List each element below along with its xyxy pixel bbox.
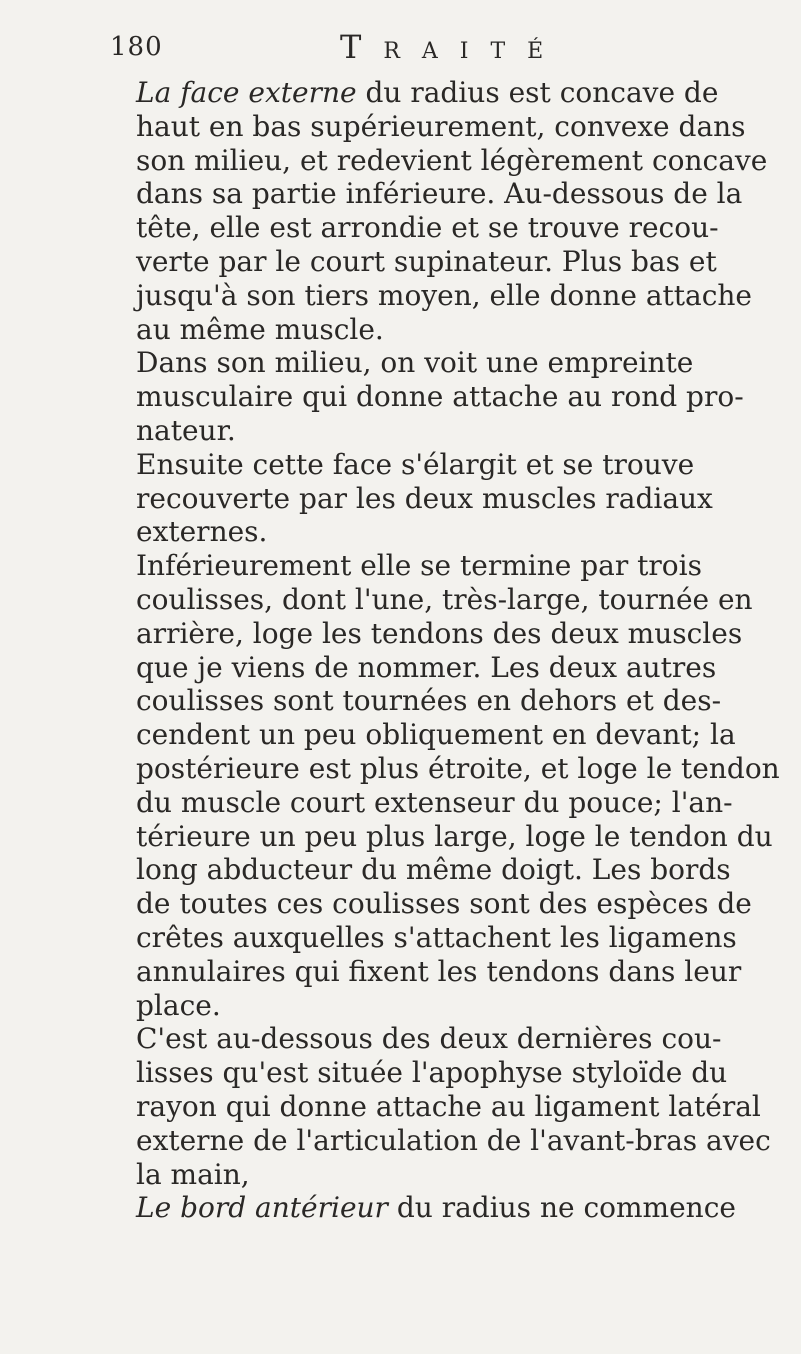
text-line: que je viens de nommer. Les deux autres [136,650,717,684]
italic-term: La face externe [136,76,357,109]
text-line: crêtes auxquelles s'attachent les ligamens [136,920,737,954]
body-text [110,76,780,1225]
paragraph-bord-anterieur [110,1191,775,1225]
paragraph-face-externe [110,76,775,346]
running-title-rest: RAITÉ [383,39,566,64]
text-line: Dans son milieu, on voit une empreinte [136,346,694,380]
text-line: arrière, loge les tendons des deux muscles [136,616,743,650]
text-line: haut en bas supérieurement, convexe dans [136,109,746,143]
text-line: lisses qu'est située l'apophyse styloïde du [136,1056,728,1090]
page-number: 180 [110,32,163,62]
text-line: Ensuite cette face s'élargit et se trouve [136,447,695,481]
text-line: Inférieurement elle se termine par trois [136,549,702,583]
text-line: musculaire qui donne attache au rond pro- [136,380,744,414]
text-line: térieure un peu plus large, loge le tendon du [136,819,773,853]
text-line: externes. [136,515,268,549]
running-title-initial: T [340,28,384,66]
text-line: du muscle court extenseur du pouce; l'an- [136,785,733,819]
page-header [110,28,770,72]
text-line: postérieure est plus étroite, et loge le tendon [136,751,780,785]
text-line: place. [136,988,221,1022]
text-line: recouverte par les deux muscles radiaux [136,481,713,515]
text-line: cendent un peu obliquement en devant; la [136,718,736,752]
text-line: jusqu'à son tiers moyen, elle donne attache [136,278,752,312]
text-line: La face externe du radius est concave de [136,76,719,109]
text-line: de toutes ces coulisses sont des espèces de [136,887,752,921]
paragraph-milieu [110,346,775,447]
italic-term: Le bord antérieur [136,1191,388,1225]
text-line: verte par le court supinateur. Plus bas et [136,244,717,278]
paragraph-inferieurement [110,549,780,1022]
paragraph-ensuite [110,448,775,549]
text-line: externe de l'articulation de l'avant-bras avec [136,1123,771,1157]
text-line: rayon qui donne attache au ligament latéral [136,1089,761,1123]
text-line: la main, [136,1157,250,1191]
text-line: tête, elle est arrondie et se trouve recou- [136,211,719,245]
text-line: coulisses sont tournées en dehors et des- [136,684,722,718]
paragraph-apophyse [110,1022,775,1191]
text-line: son milieu, et redevient légèrement concave [136,143,768,177]
text-line: dans sa partie inférieure. Au-dessous de la [136,177,743,211]
text-line: annulaires qui fixent les tendons dans leur [136,954,742,988]
text-line: Le bord antérieur du radius ne commence [136,1191,736,1225]
running-title [340,28,565,66]
text-line: long abducteur du même doigt. Les bords [136,853,731,887]
text-line: coulisses, dont l'une, très-large, tournée en [136,582,753,616]
text-line: au même muscle. [136,312,384,346]
text-line: C'est au-dessous des deux dernières cou- [136,1022,722,1056]
text-line: nateur. [136,413,236,447]
